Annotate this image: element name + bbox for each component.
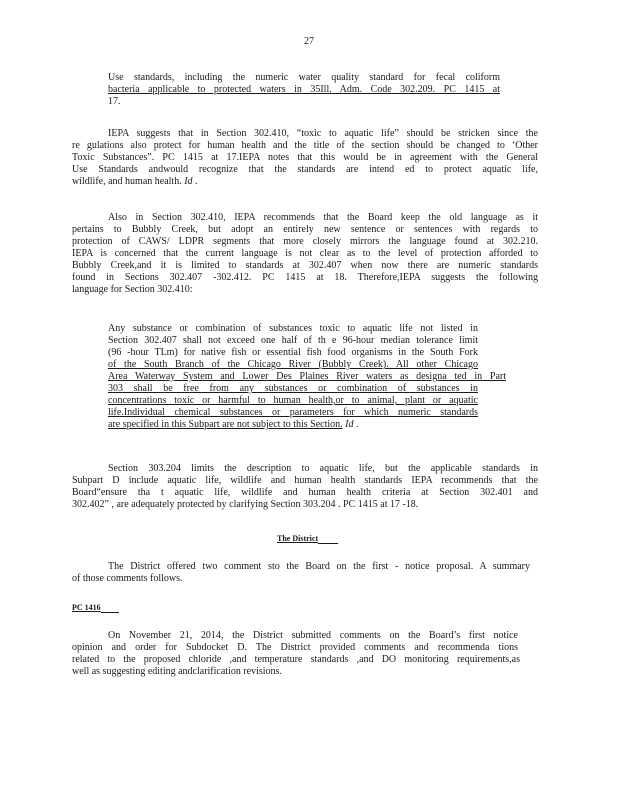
text-line: pertains to Bubbly Creek, but adopt an entirely new sentence or sentences with regards to [72, 224, 538, 235]
text-line: (96 -hour TLm) for native fish or essential fish food organisms in the South Fork [108, 347, 478, 358]
text-line: concentrations toxic or harmful to human health,or to animal, plant or aquatic [108, 395, 478, 406]
text-line: Section 303.204 limits the description to aquatic life, but the applicable standards in [108, 463, 538, 474]
text-line: bacteria applicable to protected waters in 35Ill. Adm. Code 302.209. PC 1415 at [108, 84, 500, 95]
text-line: wildlife, and human health. Id . [72, 176, 198, 187]
text-line: related to the proposed chloride ,and temperature standards ,and DO monitoring requirements,as [72, 654, 520, 665]
text-line: protection of CAWS/ LDPR segments that more closely mirrors the language found at 302.210. [72, 236, 538, 247]
text-line: life.Individual chemical substances or parameters for which numeric standards [108, 407, 478, 418]
text-line: language for Section 302.410: [72, 284, 193, 295]
text-line: The District offered two comment sto the Board on the first - notice proposal. A summary [108, 561, 530, 572]
text-line: of those comments follows. [72, 573, 183, 584]
text-line: of the South Branch of the Chicago River (Bubbly Creek). All other Chicago [108, 359, 478, 370]
text-line: On November 21, 2014, the District submitted comments on the Board’s first notice [108, 630, 518, 641]
text-line: re gulations also protect for human health and the title of the section should be changed to ‘Other [72, 140, 538, 151]
text-line: Use Standards andwould recognize that the standards are intend ed to protect aquatic life, [72, 164, 538, 175]
text-line: Any substance or combination of substances toxic to aquatic life not listed in [108, 323, 478, 334]
text-line: 303 shall be free from any substances or combination of substances in [108, 383, 478, 394]
text-line: 302.402” , are adequately protected by clarifying Section 303.204 . PC 1415 at 17 -18. [72, 499, 419, 510]
page-number: 27 [304, 36, 314, 47]
text-line: Toxic Substances”. PC 1415 at 17.IEPA notes that this would be in agreement with the General [72, 152, 538, 163]
text-line: Board“ensure tha t aquatic life, wildlife and human health criteria at Section 302.401 and [72, 487, 538, 498]
text-line: are specified in this Subpart are not subject to this Section. Id . [108, 419, 359, 430]
paragraph-continuation [108, 72, 500, 108]
text-line: well as suggesting editing andclarification revisions. [72, 666, 282, 677]
citation-id: Id [345, 419, 354, 430]
paragraph-on-november [72, 630, 518, 678]
text-line: Subpart D include aquatic life, wildlife and human health standards IEPA recommends that the [72, 475, 538, 486]
block-quote [108, 323, 506, 431]
text-line: Area Waterway System and Lower Des Plaines River waters as designa ted in Part [108, 371, 506, 382]
paragraph-section-303-204 [72, 463, 538, 511]
text-line: Bubbly Creek,and it is limited to standards at 302.407 when now there are numeric standards [72, 260, 538, 271]
paragraph-district-offered [72, 561, 530, 585]
text-line: Also in Section 302.410, IEPA recommends that the Board keep the old language as it [108, 212, 538, 223]
section-heading-the-district: The District [277, 534, 338, 544]
paragraph-also-in-section [72, 212, 538, 296]
citation-id: Id [184, 176, 193, 187]
text-line: IEPA is concerned that the current language is not clear as to the level of protection afforded to [72, 248, 538, 259]
section-heading-pc-1416: PC 1416 [72, 603, 119, 613]
text-line: opinion and order for Subdocket D. The District provided comments and recommenda tions [72, 642, 518, 653]
text-line: 17. [108, 96, 121, 107]
text-line: Section 302.407 shall not exceed one half of th e 96-hour median tolerance limit [108, 335, 478, 346]
text-line: Use standards, including the numeric water quality standard for fecal coliform [108, 72, 500, 83]
text-line: found in Sections 302.407 -302.412. PC 1415 at 18. Therefore,IEPA suggests the following [72, 272, 538, 283]
text-line: IEPA suggests that in Section 302.410, “toxic to aquatic life” should be stricken since the [108, 128, 538, 139]
paragraph-iepa-suggests [72, 128, 538, 188]
